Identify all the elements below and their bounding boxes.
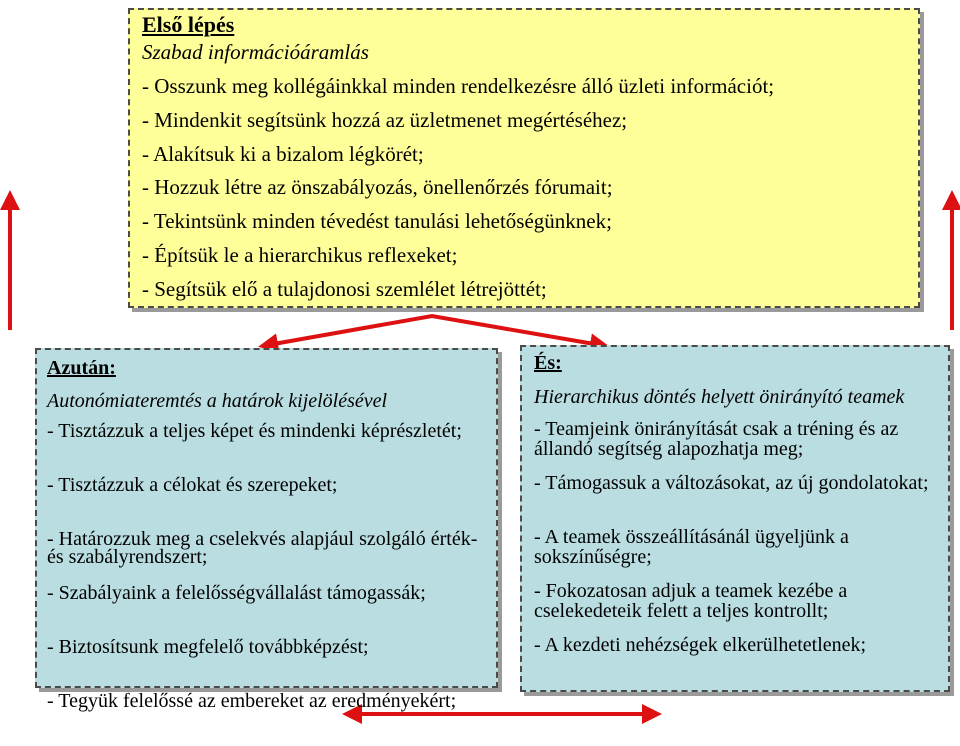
list-item: - Segítsük elő a tulajdonosi szemlélet létrejöttét; bbox=[142, 276, 547, 301]
first-step-subtitle: Szabad információáramlás bbox=[142, 40, 369, 64]
list-item: - Hozzuk létre az önszabályozás, önellenőrzés fórumait; bbox=[142, 175, 613, 200]
first-step-box bbox=[128, 8, 920, 308]
list-item: - Alakítsuk ki a bizalom légkörét; bbox=[142, 141, 424, 166]
and-subtitle: Hierarchikus döntés helyett önirányító teamek bbox=[534, 386, 905, 408]
list-item: - Biztosítsunk megfelelő továbbképzést; bbox=[47, 636, 369, 658]
and-box bbox=[520, 345, 950, 692]
list-item: - Fokozatosan adjuk a teamek kezébe a cselekedeteik felett a teljes kontrollt; bbox=[534, 580, 848, 622]
list-item: - Mindenkit segítsünk hozzá az üzletmenet megértéséhez; bbox=[142, 107, 628, 132]
then-box bbox=[35, 348, 498, 712]
list-item: - Tisztázzuk a célokat és szerepeket; bbox=[47, 474, 338, 496]
then-heading: Azután: bbox=[47, 357, 116, 379]
first-step-heading: Első lépés bbox=[142, 12, 235, 37]
list-item: - Tegyük felelőssé az embereket az eredményekért; bbox=[47, 690, 457, 712]
list-item: - Osszunk meg kollégáinkkal minden rendelkezésre álló üzleti információt; bbox=[142, 74, 775, 98]
split-arrow bbox=[268, 316, 600, 345]
list-item: - Támogassuk a változásokat, az új gondolatokat; bbox=[534, 472, 929, 494]
list-item: - A kezdeti nehézségek elkerülhetetlenek; bbox=[534, 634, 867, 656]
then-subtitle: Autonómiateremtés a határok kijelölésével bbox=[47, 390, 388, 412]
list-item: - Szabályaink a felelősségvállalást támogassák; bbox=[47, 582, 426, 604]
list-item: - Határozzuk meg a cselekvés alapjául szolgáló érték- és szabályrendszert; bbox=[47, 528, 478, 568]
and-heading: És: bbox=[534, 352, 562, 374]
list-item: - Tekintsünk minden tévedést tanulási lehetőségünknek; bbox=[142, 209, 612, 234]
list-item: - Teamjeink önirányítását csak a tréning és az állandó segítség alapozhatja meg; bbox=[534, 418, 899, 460]
list-item: - Tisztázzuk a teljes képet és mindenki képrészletét; bbox=[47, 420, 462, 442]
list-item: - Építsük le a hierarchikus reflexeket; bbox=[142, 242, 458, 267]
list-item: - A teamek összeállításánál ügyeljünk a sokszínűségre; bbox=[534, 526, 849, 568]
